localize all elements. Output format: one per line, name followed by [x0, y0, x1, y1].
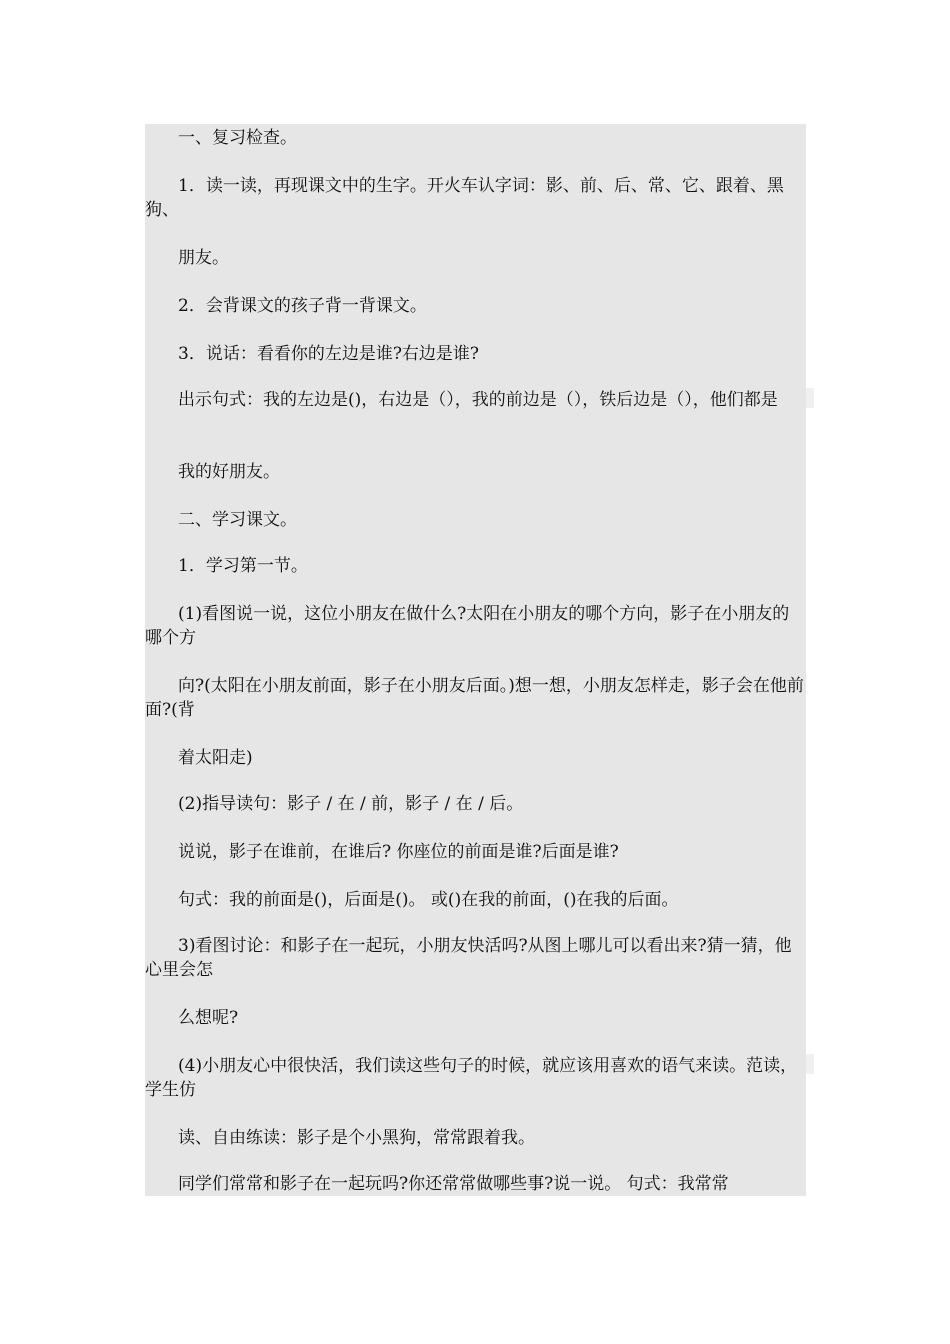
paragraph: 句式：我的前面是()，后面是()。 或()在我的前面，()在我的后面。	[178, 890, 679, 910]
paragraph: 向?(太阳在小朋友前面，影子在小朋友后面。)想一想，小朋友怎样走，影子会在他前面?(背	[145, 676, 804, 720]
paragraph: (2)指导读句：影子 / 在 / 前，影子 / 在 / 后。	[178, 794, 524, 814]
paragraph: 着太阳走)	[178, 748, 253, 768]
highlight-edge	[806, 1054, 814, 1074]
paragraph: 同学们常常和影子在一起玩吗?你还常常做哪些事?说一说。 句式：我常常	[178, 1174, 729, 1194]
document-page	[145, 124, 806, 1196]
paragraph: 1．读一读，再现课文中的生字。开火车认字词：影、前、后、常、它、跟着、黑狗、	[145, 176, 784, 220]
paragraph: 么想呢?	[178, 1008, 239, 1028]
paragraph: 出示句式：我的左边是()，右边是（），我的前边是（），铁后边是（），他们都是	[178, 390, 778, 410]
paragraph: 3．说话：看看你的左边是谁?右边是谁?	[178, 344, 480, 364]
paragraph: 朋友。	[178, 248, 229, 268]
paragraph: (1)看图说一说，这位小朋友在做什么?太阳在小朋友的哪个方向，影子在小朋友的哪个方	[145, 604, 790, 648]
paragraph: (4)小朋友心中很快活，我们读这些句子的时候，就应该用喜欢的语气来读。范读，学生仿	[145, 1056, 798, 1100]
paragraph: 读、自由练读：影子是个小黑狗，常常跟着我。	[178, 1128, 535, 1148]
paragraph: 我的好朋友。	[178, 462, 280, 482]
paragraph: 3)看图讨论：和影子在一起玩，小朋友快活吗?从图上哪儿可以看出来?猜一猜，他心里会怎	[145, 936, 792, 980]
paragraph: 2．会背课文的孩子背一背课文。	[178, 296, 427, 316]
paragraph: 说说，影子在谁前，在谁后? 你座位的前面是谁?后面是谁?	[178, 842, 619, 862]
paragraph: 1．学习第一节。	[178, 556, 308, 576]
section-heading-review: 一、复习检查。	[178, 128, 297, 148]
highlight-edge	[806, 388, 814, 408]
section-heading-study: 二、学习课文。	[178, 510, 297, 530]
